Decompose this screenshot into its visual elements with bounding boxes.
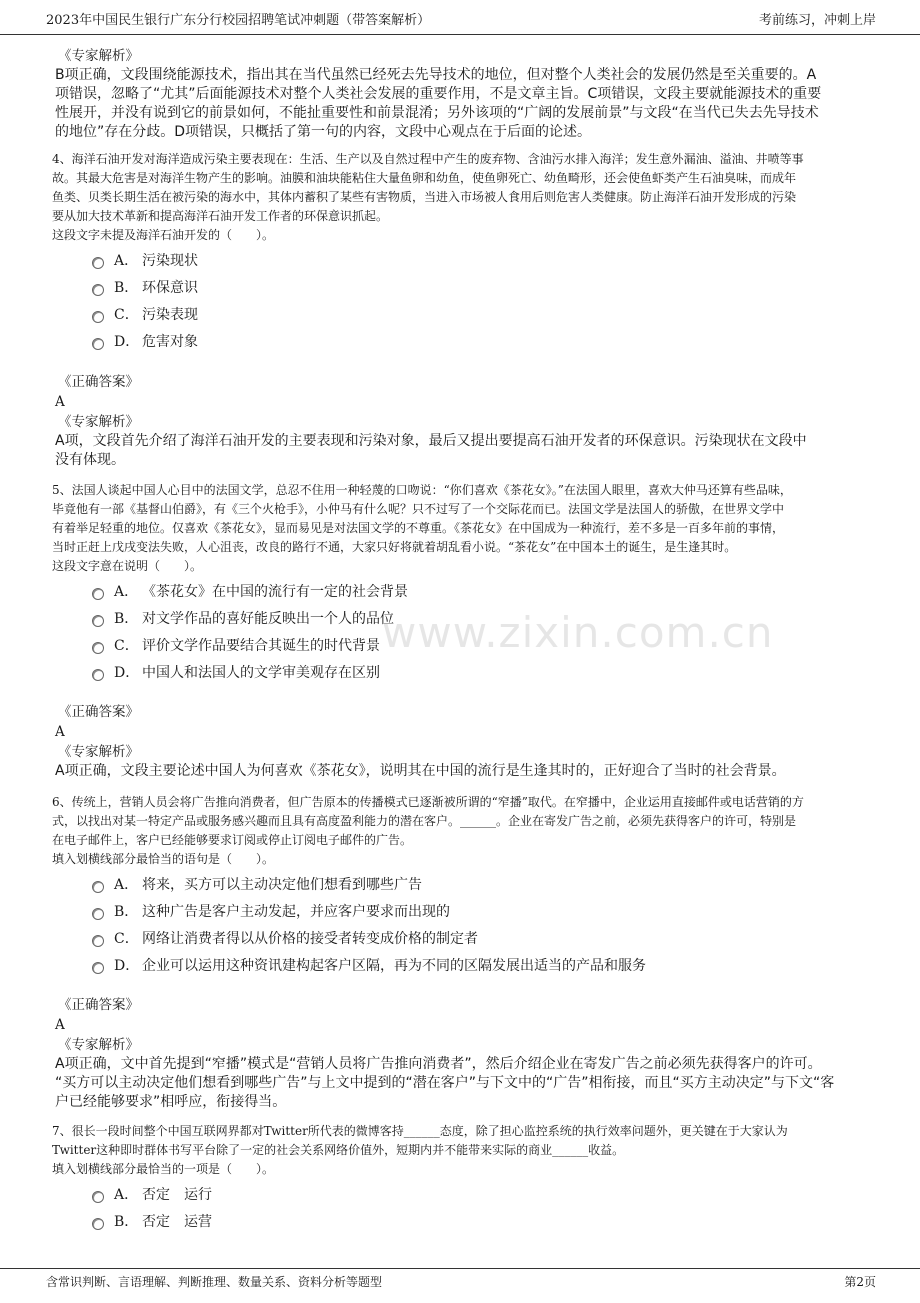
option-list bbox=[0, 873, 920, 981]
stem-line: 4、海洋石油开发对海洋造成污染主要表现在：生活、生产以及自然过程中产生的废弃物、含油污水排入海洋；发生意外漏油、溢油、井喷等事 bbox=[52, 152, 804, 166]
stem-line: 毕竟他有一部《基督山伯爵》，有《三个火枪手》，小仲马有什么呢？只不过写了一个交际花而已。法国文学是法国人的骄傲，在世界文学中 bbox=[52, 502, 785, 516]
option-c[interactable] bbox=[92, 927, 920, 954]
radio-button[interactable] bbox=[92, 338, 104, 350]
answer-label: 《正确答案》 bbox=[58, 997, 139, 1013]
analysis-line: 户已经能够要求”相呼应，衔接得当。 bbox=[55, 1094, 287, 1110]
option-list bbox=[0, 1183, 920, 1237]
option-b[interactable] bbox=[92, 900, 920, 927]
option-letter: B． bbox=[114, 904, 139, 920]
option-letter: D． bbox=[114, 958, 140, 974]
radio-button[interactable] bbox=[92, 1218, 104, 1230]
option-list bbox=[0, 249, 920, 357]
option-letter: B． bbox=[114, 1214, 139, 1230]
analysis-label: 《专家解析》 bbox=[58, 744, 139, 760]
stem-line: 当时正赶上戊戌变法失败，人心沮丧，改良的路行不通，大家只好将就着胡乱看小说。“茶花女”在中国本土的诞生，是生逢其时。 bbox=[52, 540, 737, 554]
answer-value: A bbox=[55, 394, 65, 410]
option-list bbox=[0, 580, 920, 688]
analysis-line: 性展开，并没有说到它的前景如何，不能扯重要性和前景混淆；另外该项的“广阔的发展前景”与文段“在当代已失去先导技术 bbox=[55, 105, 819, 121]
option-text: 这种广告是客户主动发起，并应客户要求而出现的 bbox=[142, 904, 450, 920]
stem-line: Twitter这种即时群体书写平台除了一定的社会关系网络价值外，短期内并不能带来实际的商业______收益。 bbox=[52, 1143, 625, 1157]
question-stem bbox=[52, 150, 870, 226]
radio-button[interactable] bbox=[92, 615, 104, 627]
option-text: 网络让消费者得以从价格的接受者转变成价格的制定者 bbox=[142, 931, 478, 947]
analysis-label: 《专家解析》 bbox=[58, 414, 139, 430]
stem-line: 要从加大技术革新和提高海洋石油开发工作者的环保意识抓起。 bbox=[52, 209, 389, 223]
radio-button[interactable] bbox=[92, 881, 104, 893]
option-b[interactable] bbox=[92, 276, 920, 303]
option-d[interactable] bbox=[92, 954, 920, 981]
question-stem bbox=[52, 793, 870, 850]
analysis-text bbox=[55, 1055, 865, 1112]
option-b[interactable] bbox=[92, 1210, 920, 1237]
question-6 bbox=[0, 793, 920, 981]
stem-line: 7、很长一段时间整个中国互联网界都对Twitter所代表的微博客持______态度，除了担心监控系统的执行效率问题外，更关键在于大家认为 bbox=[52, 1124, 788, 1138]
question-prompt: 填入划横线部分最恰当的一项是（ ）。 bbox=[52, 1162, 275, 1176]
option-a[interactable] bbox=[92, 580, 920, 607]
option-d[interactable] bbox=[92, 330, 920, 357]
radio-button[interactable] bbox=[92, 908, 104, 920]
answer-label: 《正确答案》 bbox=[58, 374, 139, 390]
option-a[interactable] bbox=[92, 873, 920, 900]
page-number: 第2页 bbox=[844, 1275, 876, 1289]
option-c[interactable] bbox=[92, 634, 920, 661]
radio-button[interactable] bbox=[92, 669, 104, 681]
stem-line: 式，以找出对某一特定产品或服务感兴趣而且具有高度盈利能力的潜在客户。______。企业在寄发广告之前，必须先获得客户的许可，特别是 bbox=[52, 814, 797, 828]
radio-button[interactable] bbox=[92, 962, 104, 974]
answer-value: A bbox=[55, 1017, 65, 1033]
analysis-label: 《专家解析》 bbox=[58, 48, 139, 64]
radio-button[interactable] bbox=[92, 311, 104, 323]
radio-button[interactable] bbox=[92, 935, 104, 947]
radio-button[interactable] bbox=[92, 284, 104, 296]
analysis-line: A项正确，文中首先提到“窄播”模式是“营销人员将广告推向消费者”，然后介绍企业在寄发广告之前必须先获得客户的许可。 bbox=[55, 1056, 822, 1072]
question-5 bbox=[0, 481, 920, 688]
option-c[interactable] bbox=[92, 303, 920, 330]
option-letter: A． bbox=[114, 584, 139, 600]
watermark: www.zixin.com.cn bbox=[382, 608, 774, 657]
question-prompt: 这段文字意在说明（ ）。 bbox=[52, 559, 203, 573]
option-letter: C． bbox=[114, 931, 139, 947]
option-text: 中国人和法国人的文学审美观存在区别 bbox=[142, 665, 380, 681]
analysis-line: A项正确，文段主要论述中国人为何喜欢《茶花女》，说明其在中国的流行是生逢其时的，正好迎合了当时的社会背景。 bbox=[55, 763, 786, 779]
page-footer bbox=[0, 1268, 920, 1303]
option-b[interactable] bbox=[92, 607, 920, 634]
question-stem bbox=[52, 1122, 870, 1160]
stem-line: 故。其最大危害是对海洋生物产生的影响。油膜和油块能粘住大量鱼卵和幼鱼，使鱼卵死亡、幼鱼畸形，还会使鱼虾类产生石油臭味，而成年 bbox=[52, 171, 797, 185]
option-letter: A． bbox=[114, 877, 139, 893]
option-letter: A． bbox=[114, 253, 139, 269]
analysis-line: “买方可以主动决定他们想看到哪些广告”与上文中提到的“潜在客户”与下文中的“广告”相衔接，而且“买方主动决定”与下文“客 bbox=[55, 1075, 835, 1091]
header-slogan: 考前练习，冲刺上岸 bbox=[758, 13, 876, 28]
option-text: 将来，买方可以主动决定他们想看到哪些广告 bbox=[142, 877, 422, 893]
answer-block-q6 bbox=[0, 995, 920, 1112]
analysis-text bbox=[55, 762, 865, 781]
option-text: 《茶花女》在中国的流行有一定的社会背景 bbox=[142, 584, 408, 600]
footer-subjects: 含常识判断、言语理解、判断推理、数量关系、资料分析等题型 bbox=[46, 1275, 383, 1289]
question-prompt: 填入划横线部分最恰当的语句是（ ）。 bbox=[52, 852, 275, 866]
answer-block-q4 bbox=[0, 372, 920, 470]
option-letter: B． bbox=[114, 280, 139, 296]
analysis-block-q3 bbox=[0, 46, 920, 142]
option-d[interactable] bbox=[92, 661, 920, 688]
analysis-line: 没有体现。 bbox=[55, 452, 125, 468]
answer-label: 《正确答案》 bbox=[58, 704, 139, 720]
option-text: 企业可以运用这种资讯建构起客户区隔，再为不同的区隔发展出适当的产品和服务 bbox=[142, 958, 646, 974]
option-a[interactable] bbox=[92, 249, 920, 276]
option-text: 危害对象 bbox=[142, 334, 198, 350]
page-header bbox=[0, 0, 920, 35]
option-letter: D． bbox=[114, 665, 140, 681]
option-text: 环保意识 bbox=[142, 280, 198, 296]
option-letter: A． bbox=[114, 1187, 139, 1203]
analysis-line: 项错误，忽略了“尤其”后面能源技术对整个人类社会发展的重要作用，不是文章主旨。C项错误，文段主要就能源技术的重要 bbox=[55, 86, 822, 102]
option-letter: C． bbox=[114, 307, 139, 323]
answer-value: A bbox=[55, 724, 65, 740]
option-text: 污染表现 bbox=[142, 307, 198, 323]
question-stem bbox=[52, 481, 870, 557]
option-text: 否定 运行 bbox=[142, 1187, 212, 1203]
question-4 bbox=[0, 150, 920, 357]
answer-block-q5 bbox=[0, 702, 920, 781]
option-text: 污染现状 bbox=[142, 253, 198, 269]
option-letter: D． bbox=[114, 334, 140, 350]
analysis-text bbox=[55, 432, 865, 470]
radio-button[interactable] bbox=[92, 642, 104, 654]
option-text: 对文学作品的喜好能反映出一个人的品位 bbox=[142, 611, 394, 627]
question-7 bbox=[0, 1122, 920, 1237]
radio-button[interactable] bbox=[92, 588, 104, 600]
document-title: 2023年中国民生银行广东分行校园招聘笔试冲刺题（带答案解析） bbox=[46, 13, 431, 28]
analysis-line: B项正确，文段围绕能源技术，指出其在当代虽然已经死去先导技术的地位，但对整个人类社会的发展仍然是至关重要的。A bbox=[55, 67, 817, 83]
option-letter: B． bbox=[114, 611, 139, 627]
radio-button[interactable] bbox=[92, 257, 104, 269]
analysis-label: 《专家解析》 bbox=[58, 1037, 139, 1053]
analysis-line: 的地位”存在分歧。D项错误，只概括了第一句的内容，文段中心观点在于后面的论述。 bbox=[55, 124, 592, 140]
stem-line: 有着举足轻重的地位。仅喜欢《茶花女》，显而易见是对法国文学的不尊重。《茶花女》在中国成为一种流行，差不多是一百多年前的事情， bbox=[52, 521, 785, 535]
stem-line: 6、传统上，营销人员会将广告推向消费者，但广告原本的传播模式已逐渐被所谓的“窄播”取代。在窄播中，企业运用直接邮件或电话营销的方 bbox=[52, 795, 804, 809]
option-letter: C． bbox=[114, 638, 139, 654]
analysis-line: A项，文段首先介绍了海洋石油开发的主要表现和污染对象，最后又提出要提高石油开发者的环保意识。污染现状在文段中 bbox=[55, 433, 807, 449]
stem-line: 鱼类、贝类长期生活在被污染的海水中，其体内蓄积了某些有害物质，当进入市场被人食用后则危害人类健康。防止海洋石油开发形成的污染 bbox=[52, 190, 797, 204]
analysis-text bbox=[55, 66, 865, 142]
stem-line: 在电子邮件上，客户已经能够要求订阅或停止订阅电子邮件的广告。 bbox=[52, 833, 413, 847]
question-prompt: 这段文字未提及海洋石油开发的（ ）。 bbox=[52, 228, 275, 242]
option-text: 否定 运营 bbox=[142, 1214, 212, 1230]
option-text: 评价文学作品要结合其诞生的时代背景 bbox=[142, 638, 380, 654]
radio-button[interactable] bbox=[92, 1191, 104, 1203]
stem-line: 5、法国人谈起中国人心目中的法国文学，总忍不住用一种轻蔑的口吻说：“你们喜欢《茶花女》。”在法国人眼里，喜欢大仲马还算有些品味， bbox=[52, 483, 792, 497]
option-a[interactable] bbox=[92, 1183, 920, 1210]
